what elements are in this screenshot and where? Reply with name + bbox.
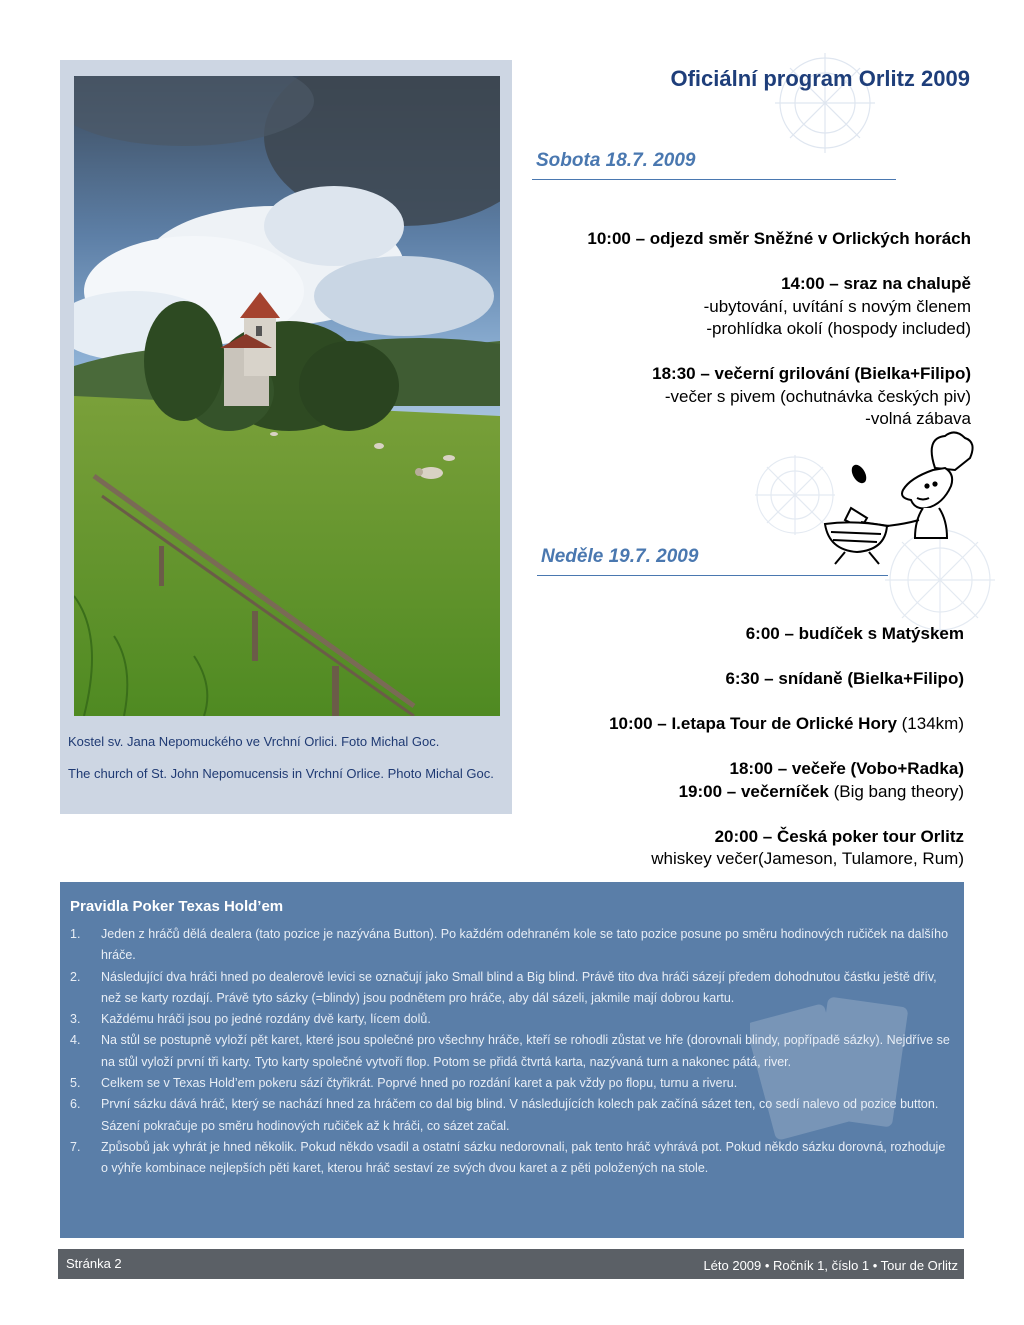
poker-rules-box — [60, 882, 964, 1238]
rule-number: 6. — [70, 1097, 81, 1112]
schedule-line: whiskey večer(Jameson, Tulamore, Rum) — [651, 849, 964, 868]
schedule-line-note: (Big bang theory) — [828, 781, 964, 801]
rules-list — [60, 924, 964, 1180]
rule-number: 5. — [70, 1076, 81, 1091]
schedule-line: 18:00 – večeře (Vobo+Radka) — [729, 759, 964, 778]
schedule-line: 10:00 – odjezd směr Sněžné v Orlických horách — [587, 229, 971, 248]
schedule-line: -ubytování, uvítání s novým členem — [703, 296, 971, 316]
page-number: Stránka 2 — [66, 1256, 122, 1271]
snowflake-decoration-icon — [770, 48, 880, 158]
rule-text: Jeden z hráčů dělá dealera (tato pozice je nazývána Button). Po každém odehraném kole se tato pozice posune po směru hodinových ručiček na dalšího hráče. — [101, 927, 949, 963]
schedule-line: 6:00 – budíček s Matýskem — [745, 624, 964, 643]
rule-text: Následující dva hráči hned po dealerově levici se označují jako Small blind a Big blind. Právě tito dva hráči sázejí předem dohodnutou částku ještě dřív, než se karty rozdají. Právě tyto sázky (=blindy) jsou podnětem pro hráče, aby dál sázeli, jakmile mají dobrou kartu. — [101, 969, 937, 1005]
schedule-line — [609, 713, 964, 736]
schedule-line-note: (134km) — [896, 714, 964, 733]
rule-number: 7. — [70, 1139, 81, 1154]
rule-text: První sázku dává hráč, který se nachází hned za hráčem co dal big blind. V následujících kolech pak začíná sázet ten, co sedí nalevo od pozice button. Sázení pokračuje po směru hodinových ručiček až k hráči, co sázet začal. — [101, 1097, 939, 1133]
sunday-heading: Neděle 19.7. 2009 — [541, 546, 699, 567]
photo-caption-czech: Kostel sv. Jana Nepomuckého ve Vrchní Orlici. Foto Michal Goc. — [68, 734, 440, 749]
schedule-line — [609, 781, 964, 804]
schedule-line: 14:00 – sraz na chalupě — [781, 274, 971, 293]
photo-caption-english: The church of St. John Nepomucensis in Vrchní Orlice. Photo Michal Goc. — [68, 766, 494, 781]
schedule-line: 6:30 – snídaně (Bielka+Filipo) — [725, 669, 964, 688]
rule-item — [60, 924, 964, 967]
rule-item — [60, 967, 964, 1010]
rule-item — [60, 1137, 964, 1180]
page-footer — [58, 1249, 964, 1279]
chef-grill-icon — [815, 428, 975, 568]
schedule-line: -prohlídka okolí (hospody included) — [706, 319, 971, 338]
rule-text: Způsobů jak vyhrát je hned několik. Pokud někdo vsadil a ostatní sázku nedorovnali, pak tento hráč vyhrává pot. Pokud někdo sázku dorovná, rozhoduje o výhře kombinace nejlepších pěti karet, kterou hráč sestaví ze svých dvou karet a z pěti položených na stole. — [101, 1139, 946, 1176]
rule-text: Na stůl se postupně vyloží pět karet, které jsou společné pro všechny hráče, kteří se rohodli zůstat ve hře (dorovnali blindy, popřípadě sázky). Nejdříve se na stůl vyloží první tři karty. Tyto karty společné vytvoří flop. Potom se přidá čtvrtá karta, nazývaná turn a nakonec pátá, river. — [101, 1033, 950, 1069]
schedule-line: 18:30 – večerní grilování (Bielka+Filipo) — [652, 364, 971, 383]
rule-item — [60, 1030, 964, 1073]
schedule-line: -večer s pivem (ochutnávka českých piv) — [664, 386, 971, 406]
schedule-line: -volná zábava — [865, 409, 971, 428]
sunday-divider — [537, 575, 888, 576]
schedule-line-time: 10:00 – I.etapa Tour de Orlické Hory — [609, 714, 897, 733]
rules-title: Pravidla Poker Texas Hold’em — [70, 898, 284, 915]
rule-text: Každému hráči jsou po jedné rozdány dvě karty, lícem dolů. — [101, 1012, 431, 1027]
schedule-line: 20:00 – Česká poker tour Orlitz — [714, 826, 964, 846]
rule-text: Celkem se v Texas Hold’em pokeru sází čtyřikrát. Poprvé hned po rozdání karet a pak vždy po flopu, turnu a riveru. — [101, 1076, 738, 1091]
saturday-schedule — [587, 228, 971, 431]
photo-panel — [60, 60, 512, 814]
sunday-schedule — [609, 623, 964, 871]
rule-item — [60, 1094, 964, 1137]
church-photo — [74, 76, 500, 716]
schedule-line-time: 19:00 – večerníček — [678, 781, 829, 801]
page-title: Oficiální program Orlitz 2009 — [670, 66, 970, 91]
rule-item — [60, 1073, 964, 1094]
saturday-divider — [532, 179, 896, 180]
rule-number: 4. — [70, 1033, 81, 1048]
rule-item — [60, 1009, 964, 1030]
saturday-heading: Sobota 18.7. 2009 — [536, 150, 696, 171]
issue-info: Léto 2009 • Ročník 1, číslo 1 • Tour de Orlitz — [703, 1258, 958, 1273]
rule-number: 3. — [70, 1012, 81, 1027]
rule-number: 1. — [70, 927, 81, 941]
rule-number: 2. — [70, 969, 81, 984]
